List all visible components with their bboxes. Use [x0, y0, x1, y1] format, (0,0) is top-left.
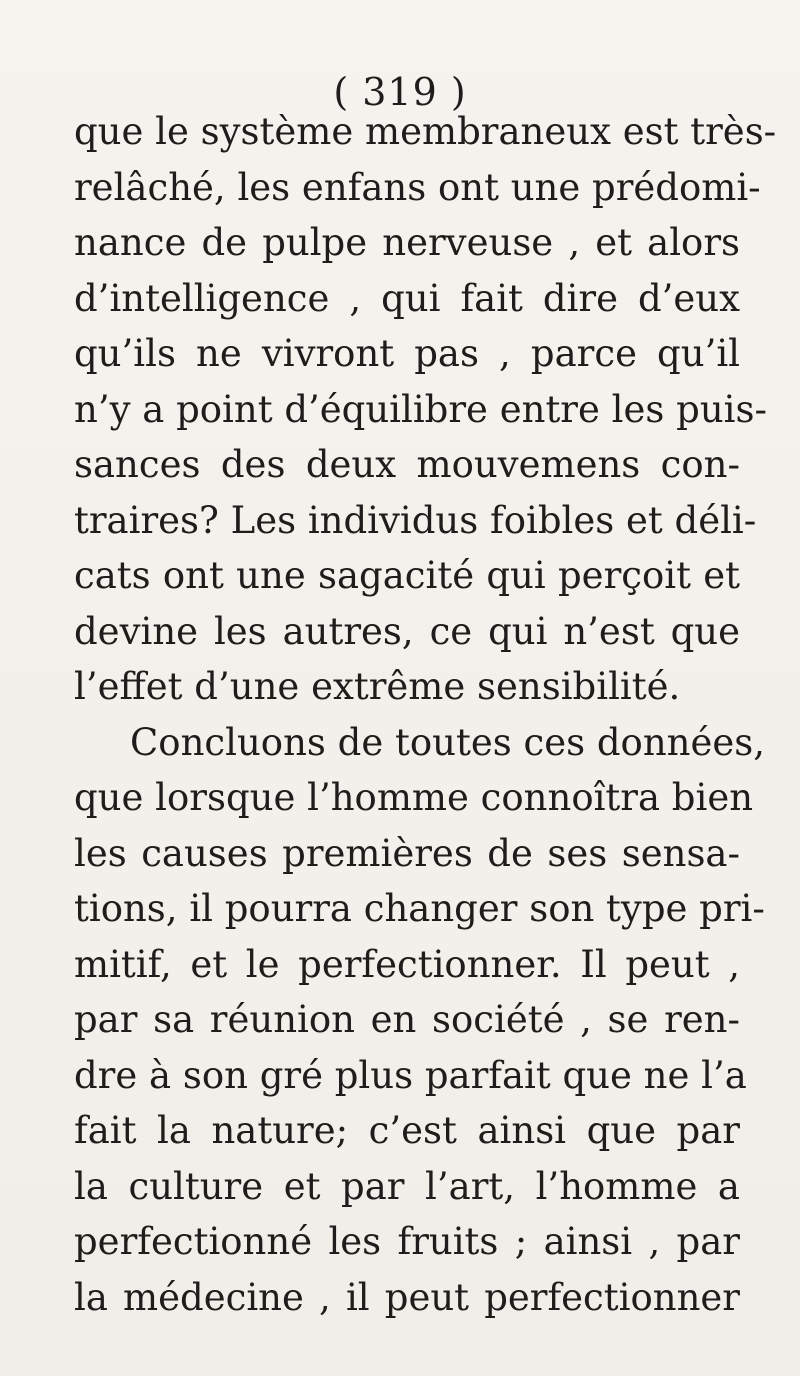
- text-line: fait la nature; c’est ainsi que par: [74, 1109, 740, 1152]
- text-line: traires? Les individus foibles et déli-: [74, 498, 757, 542]
- text-line: l’effet d’une extrême sensibilité.: [74, 665, 681, 708]
- text-line: sances des deux mouvemens con-: [74, 443, 740, 486]
- text-line: nance de pulpe nerveuse , et alors: [74, 221, 740, 264]
- text-line: tions, il pourra changer son type pri-: [74, 887, 765, 930]
- text-line: relâché, les enfans ont une prédomi-: [74, 165, 761, 209]
- text-line: que le système membraneux est très-: [74, 110, 777, 153]
- text-line: Concluons de toutes ces données,: [130, 720, 766, 764]
- body-text: [74, 104, 777, 1325]
- text-line: la culture et par l’art, l’homme a: [74, 1164, 740, 1208]
- text-line: qu’ils ne vivront pas , parce qu’il: [74, 332, 740, 375]
- text-line: par sa réunion en société , se ren-: [74, 998, 740, 1041]
- text-line: que lorsque l’homme connoîtra bien: [74, 776, 754, 819]
- text-line: les causes premières de ses sensa-: [74, 831, 740, 875]
- text-line: d’intelligence , qui fait dire d’eux: [74, 276, 740, 320]
- text-line: la médecine , il peut perfectionner: [74, 1275, 740, 1319]
- page-number: ( 319 ): [333, 70, 467, 114]
- text-line: mitif, et le perfectionner. Il peut ,: [74, 942, 740, 986]
- text-line: devine les autres, ce qui n’est que: [74, 609, 740, 653]
- text-line: dre à son gré plus parfait que ne l’a: [74, 1053, 747, 1097]
- text-line: perfectionné les fruits ; ainsi , par: [74, 1220, 740, 1263]
- text-line: n’y a point d’équilibre entre les puis-: [74, 387, 767, 431]
- text-line: cats ont une sagacité qui perçoit et: [74, 554, 740, 597]
